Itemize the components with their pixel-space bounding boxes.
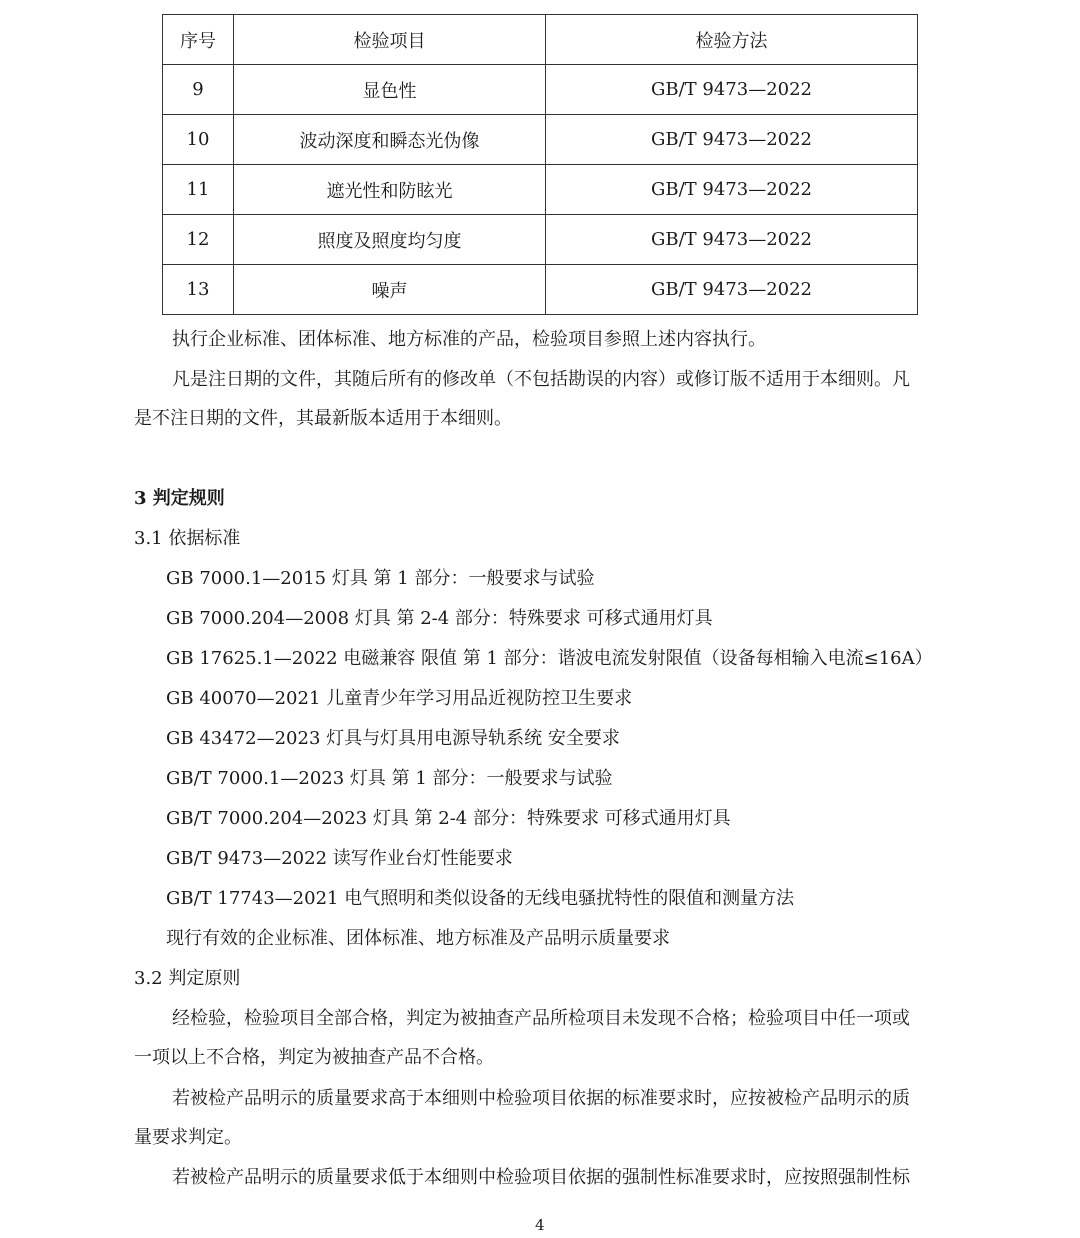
- note-paragraph-2-line1: 凡是注日期的文件，其随后所有的修改单（不包括勘误的内容）或修订版不适用于本细则。凡: [172, 369, 910, 390]
- section-3-heading: 3 判定规则: [134, 488, 225, 509]
- standard-item: GB 7000.1—2015 灯具 第 1 部分：一般要求与试验: [166, 568, 595, 589]
- principle-2-line1: 若被检产品明示的质量要求高于本细则中检验项目依据的标准要求时，应按被检产品明示的质: [172, 1088, 910, 1109]
- principle-3-line1: 若被检产品明示的质量要求低于本细则中检验项目依据的强制性标准要求时，应按照强制性标: [172, 1167, 910, 1188]
- table-row: [163, 65, 918, 115]
- row-method: GB/T 9473—2022: [546, 165, 918, 215]
- header-seq: 序号: [163, 15, 234, 65]
- table-row: [163, 215, 918, 265]
- table-row: [163, 165, 918, 215]
- principle-1-line2: 一项以上不合格，判定为被抽查产品不合格。: [134, 1047, 494, 1068]
- note-paragraph-2-line2: 是不注日期的文件，其最新版本适用于本细则。: [134, 408, 512, 429]
- table-row: [163, 265, 918, 315]
- row-method: GB/T 9473—2022: [546, 265, 918, 315]
- principle-2-line2: 量要求判定。: [134, 1127, 242, 1148]
- header-method: 检验方法: [546, 15, 918, 65]
- standard-item: GB 40070—2021 儿童青少年学习用品近视防控卫生要求: [166, 688, 633, 709]
- section-3-1-heading: 3.1 依据标准: [134, 528, 241, 549]
- row-seq: 13: [163, 265, 234, 315]
- standard-item: GB 7000.204—2008 灯具 第 2-4 部分：特殊要求 可移式通用灯具: [166, 608, 713, 629]
- standard-item: GB/T 7000.1—2023 灯具 第 1 部分：一般要求与试验: [166, 768, 613, 789]
- standard-item: GB/T 9473—2022 读写作业台灯性能要求: [166, 848, 513, 869]
- table-header-row: [163, 15, 918, 65]
- row-method: GB/T 9473—2022: [546, 115, 918, 165]
- header-item: 检验项目: [234, 15, 546, 65]
- standard-item: 现行有效的企业标准、团体标准、地方标准及产品明示质量要求: [166, 928, 670, 949]
- note-paragraph-1: 执行企业标准、团体标准、地方标准的产品，检验项目参照上述内容执行。: [172, 329, 766, 350]
- inspection-table: [162, 14, 918, 315]
- standard-item: GB 17625.1—2022 电磁兼容 限值 第 1 部分：谐波电流发射限值（设备每相输入电流≤16A）: [166, 648, 933, 669]
- section-3-2-heading: 3.2 判定原则: [134, 968, 241, 989]
- row-item: 噪声: [234, 265, 546, 315]
- table-row: [163, 115, 918, 165]
- row-seq: 9: [163, 65, 234, 115]
- row-seq: 10: [163, 115, 234, 165]
- row-item: 显色性: [234, 65, 546, 115]
- principle-1-line1: 经检验，检验项目全部合格，判定为被抽查产品所检项目未发现不合格；检验项目中任一项或: [172, 1008, 910, 1029]
- page-number: 4: [535, 1216, 545, 1234]
- standard-item: GB 43472—2023 灯具与灯具用电源导轨系统 安全要求: [166, 728, 620, 749]
- row-item: 遮光性和防眩光: [234, 165, 546, 215]
- row-seq: 11: [163, 165, 234, 215]
- row-method: GB/T 9473—2022: [546, 215, 918, 265]
- standard-item: GB/T 7000.204—2023 灯具 第 2-4 部分：特殊要求 可移式通用灯具: [166, 808, 731, 829]
- row-method: GB/T 9473—2022: [546, 65, 918, 115]
- row-item: 照度及照度均匀度: [234, 215, 546, 265]
- standard-item: GB/T 17743—2021 电气照明和类似设备的无线电骚扰特性的限值和测量方法: [166, 888, 795, 909]
- row-item: 波动深度和瞬态光伪像: [234, 115, 546, 165]
- row-seq: 12: [163, 215, 234, 265]
